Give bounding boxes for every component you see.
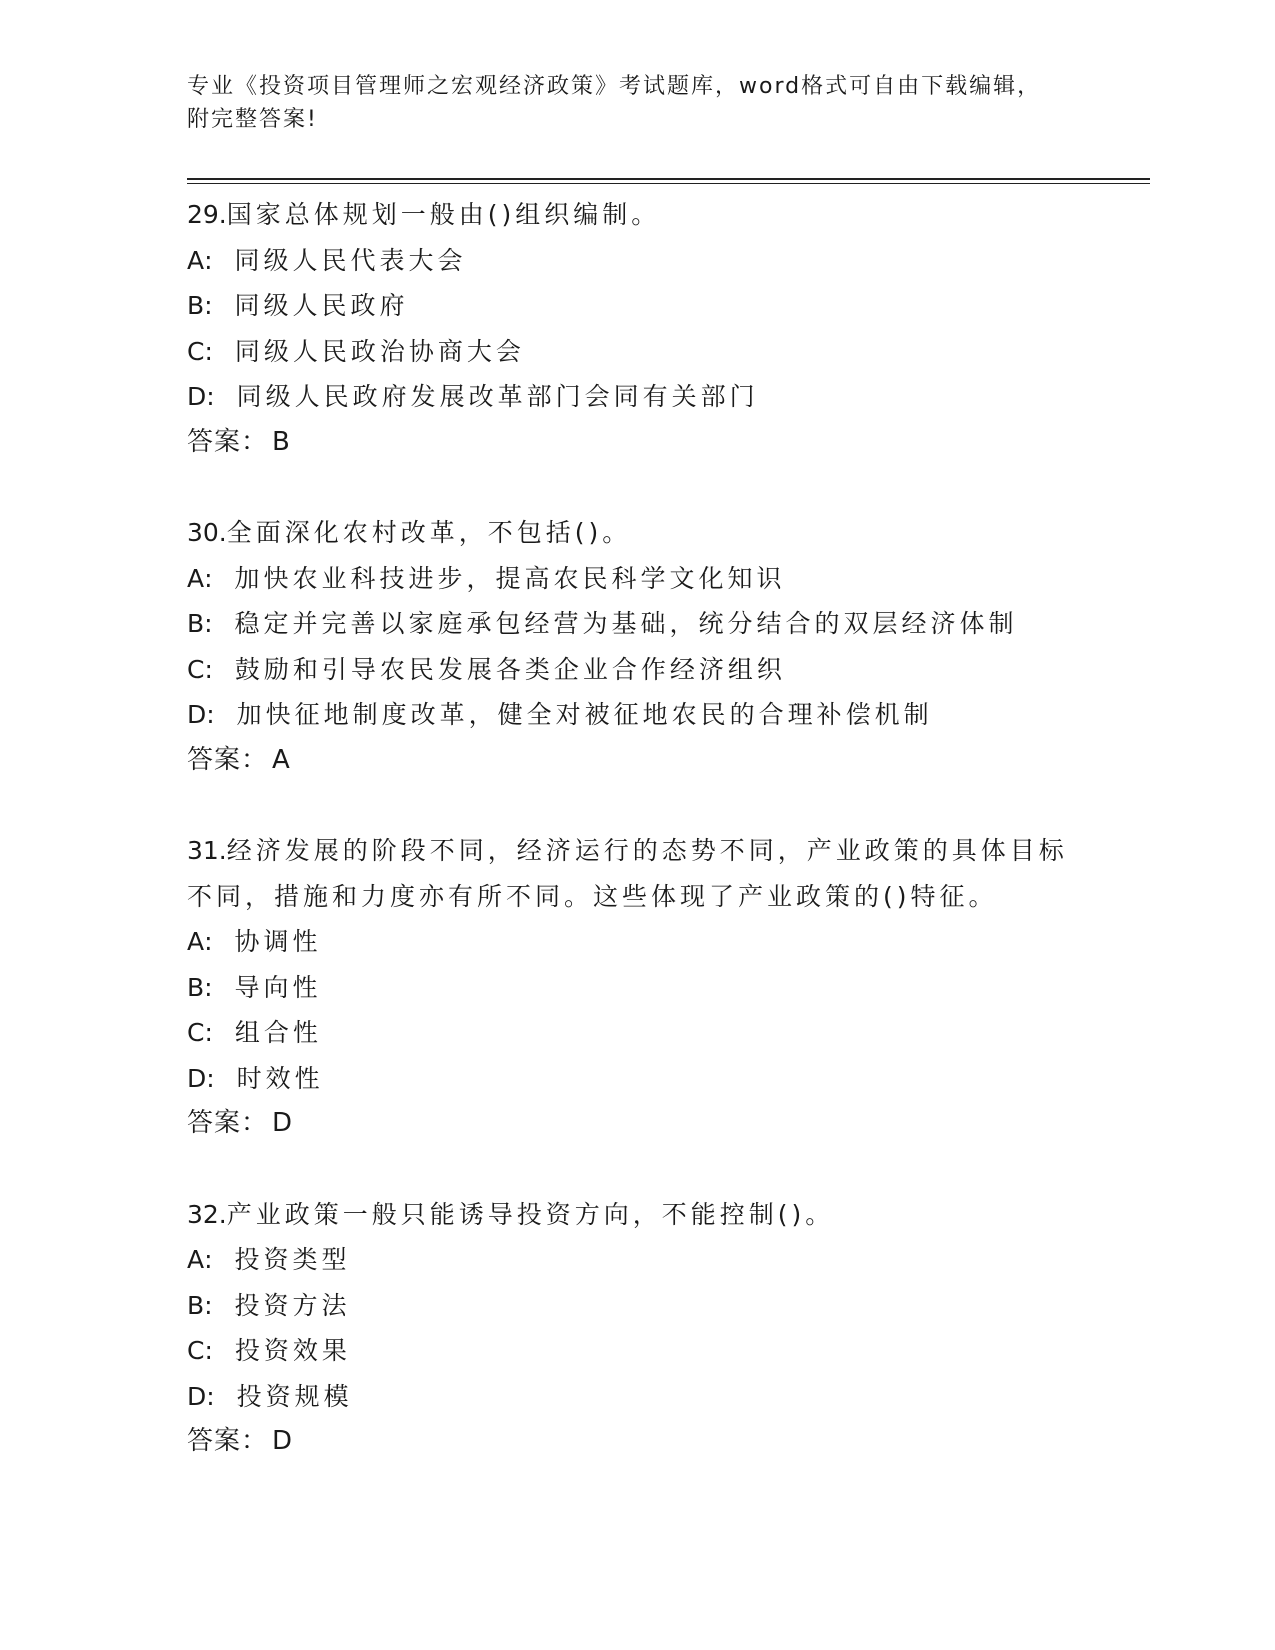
option-key: D (187, 1063, 207, 1093)
question-29 (187, 192, 1147, 465)
question-text: 产业政策一般只能诱导投资方向，不能控制()。 (226, 1199, 835, 1229)
intro-text (187, 70, 1147, 136)
option-text: 时效性 (236, 1063, 324, 1093)
question-number: 31. (187, 836, 227, 865)
question-text: 经济发展的阶段不同，经济运行的态势不同，产业政策的具体目标不同，措施和力度亦有所不同。这些体现了产业政策的()特征。 (187, 836, 1068, 911)
option-d (187, 374, 1147, 420)
question-32 (187, 1192, 1147, 1465)
option-separator: : (206, 1381, 219, 1411)
question-number: 30. (187, 518, 227, 547)
answer-label: 答案： (187, 1108, 269, 1138)
answer-label: 答案： (187, 744, 269, 775)
option-b (187, 1283, 1147, 1329)
option-text: 加快农业科技进步，提高农民科学文化知识 (234, 563, 786, 593)
answer-value: D (272, 1426, 294, 1456)
answer-label: 答案： (187, 1426, 269, 1456)
option-text: 组合性 (234, 1018, 322, 1047)
option-b (187, 601, 1147, 647)
option-key: A (187, 563, 205, 593)
header-divider (187, 178, 1150, 184)
option-text: 投资规模 (236, 1381, 353, 1411)
option-key: A (187, 927, 205, 956)
option-a (187, 556, 1147, 602)
option-separator: : (204, 245, 217, 275)
intro-line-2: 附完整答案! (187, 107, 318, 132)
option-key: C (187, 654, 205, 684)
option-separator: : (206, 1063, 219, 1093)
document-page (187, 70, 1147, 1510)
option-b (187, 283, 1147, 329)
answer-value: D (272, 1108, 294, 1138)
option-text: 同级人民政治协商大会 (234, 336, 525, 366)
question-number: 32. (187, 1199, 227, 1229)
option-text: 鼓励和引导农民发展各类企业合作经济组织 (234, 654, 786, 684)
question-stem (187, 828, 1077, 919)
option-separator: : (204, 972, 217, 1002)
option-key: C (187, 1336, 205, 1365)
option-separator: : (204, 1336, 217, 1365)
option-c (187, 1328, 1147, 1374)
option-text: 投资效果 (234, 1336, 351, 1365)
option-separator: : (204, 291, 217, 320)
option-text: 同级人民政府发展改革部门会同有关部门 (236, 382, 759, 411)
question-stem (187, 510, 1077, 556)
option-text: 导向性 (234, 972, 322, 1002)
option-text: 加快征地制度改革，健全对被征地农民的合理补偿机制 (236, 700, 933, 729)
question-stem (187, 1192, 1077, 1238)
option-separator: : (204, 1290, 217, 1320)
option-c (187, 1010, 1147, 1056)
option-key: B (187, 291, 205, 320)
answer (187, 1419, 1147, 1465)
answer-value: B (272, 426, 291, 457)
option-key: A (187, 1245, 205, 1274)
option-a (187, 1237, 1147, 1283)
option-a (187, 238, 1147, 284)
option-separator: : (206, 382, 219, 411)
option-text: 同级人民代表大会 (234, 245, 467, 275)
option-key: B (187, 972, 205, 1002)
option-text: 投资类型 (234, 1245, 351, 1274)
option-key: D (187, 1381, 207, 1411)
answer (187, 738, 1147, 784)
question-number: 29. (187, 200, 227, 229)
option-d (187, 692, 1147, 738)
option-key: C (187, 336, 205, 366)
option-d (187, 1056, 1147, 1102)
option-d (187, 1374, 1147, 1420)
question-stem (187, 192, 1077, 238)
question-30 (187, 510, 1147, 783)
option-text: 协调性 (234, 927, 322, 956)
option-key: B (187, 609, 205, 638)
option-separator: : (204, 336, 217, 366)
option-text: 同级人民政府 (234, 291, 409, 320)
option-key: C (187, 1018, 205, 1047)
answer-value: A (272, 744, 291, 775)
option-text: 投资方法 (234, 1290, 351, 1320)
option-separator: : (204, 563, 217, 593)
option-separator: : (206, 700, 219, 729)
option-separator: : (204, 654, 217, 684)
answer (187, 1101, 1147, 1147)
option-a (187, 919, 1147, 965)
option-separator: : (204, 927, 217, 956)
option-separator: : (204, 609, 217, 638)
option-c (187, 647, 1147, 693)
answer (187, 420, 1147, 466)
option-key: D (187, 700, 207, 729)
option-text: 稳定并完善以家庭承包经营为基础，统分结合的双层经济体制 (234, 609, 1018, 638)
question-31 (187, 828, 1147, 1147)
question-list (187, 192, 1147, 1465)
option-separator: : (204, 1018, 217, 1047)
question-text: 国家总体规划一般由()组织编制。 (226, 200, 661, 229)
option-c (187, 329, 1147, 375)
option-key: B (187, 1290, 205, 1320)
question-text: 全面深化农村改革，不包括()。 (226, 518, 632, 547)
option-key: A (187, 245, 205, 275)
option-key: D (187, 382, 207, 411)
option-separator: : (204, 1245, 217, 1274)
answer-label: 答案： (187, 426, 269, 457)
intro-line-1: 专业《投资项目管理师之宏观经济政策》考试题库，word格式可自由下载编辑， (187, 74, 1042, 99)
option-b (187, 965, 1147, 1011)
